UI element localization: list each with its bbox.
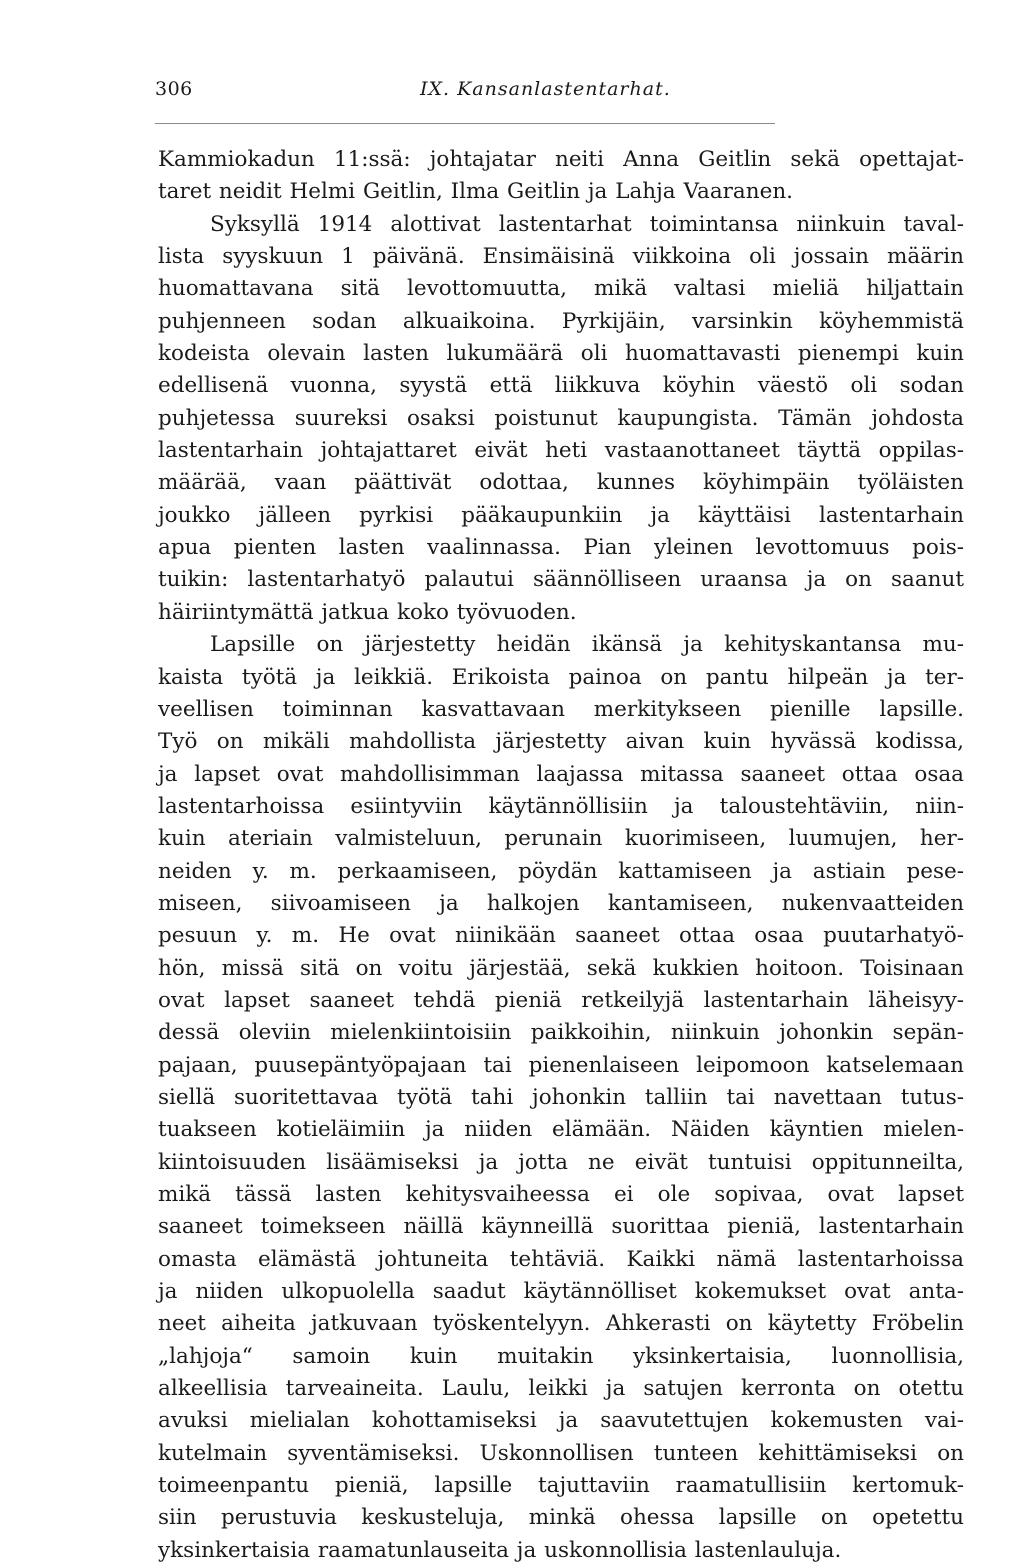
text-line: lastentarhain johtajattaret eivät heti vastaanottaneet täyttä oppilas- [158,438,964,464]
text-line: neiden y. m. perkaamiseen, pöydän kattamiseen ja astiain pese- [158,858,964,884]
text-line: ja niiden ulkopuolella saadut käytännölliset kokemukset ovat anta- [158,1279,964,1305]
text-line: edellisenä vuonna, syystä että liikkuva köyhin väestö oli sodan [158,373,964,399]
text-line: lista syyskuun 1 päivänä. Ensimäisinä viikkoina oli jossain määrin [158,244,964,270]
text-line: kiintoisuuden lisäämiseksi ja jotta ne eivät tuntuisi oppitunneilta, [158,1149,964,1175]
text-line: puhjetessa suureksi osaksi poistunut kaupungista. Tämän johdosta [158,405,964,431]
text-line: omasta elämästä johtuneita tehtäviä. Kaikki nämä lastentarhoissa [158,1246,964,1272]
text-line: häiriintymättä jatkua koko työvuoden. [158,599,577,625]
text-line: siin perustuvia keskusteluja, minkä ohessa lapsille on opetettu [158,1505,964,1531]
text-line: ovat lapset saaneet tehdä pieniä retkeilyjä lastentarhain läheisyy- [158,987,964,1013]
text-line: veellisen toiminnan kasvattavaan merkitykseen pienille lapsille. [158,696,964,722]
running-title: IX. Kansanlastentarhat. [420,78,671,100]
body-text [158,144,964,1567]
text-line: kaista työtä ja leikkiä. Erikoista painoa on pantu hilpeän ja ter- [158,664,964,690]
text-line: miseen, siivoamiseen ja halkojen kantamiseen, nukenvaatteiden [158,890,964,916]
text-line: yksinkertaisia raamatunlauseita ja uskonnollisia lastenlauluja. [158,1537,842,1563]
text-line: pesuun y. m. He ovat niinikään saaneet ottaa osaa puutarhatyö- [158,923,964,949]
text-line: apua pienten lasten vaalinnassa. Pian yleinen levottomuus pois- [158,535,964,561]
text-line: puhjenneen sodan alkuaikoina. Pyrkijäin, varsinkin köyhemmistä [158,308,964,334]
text-line: kuin ateriain valmisteluun, perunain kuorimiseen, luumujen, her- [158,826,964,852]
text-line: saaneet toimekseen näillä käynneillä suorittaa pieniä, lastentarhain [158,1214,964,1240]
text-line: määrää, vaan päättivät odottaa, kunnes köyhimpäin työläisten [158,470,964,496]
text-line: avuksi mielialan kohottamiseksi ja saavutettujen kokemusten vai- [158,1408,964,1434]
text-line: toimeenpantu pieniä, lapsille tajuttaviin raamatullisiin kertomuk- [158,1473,964,1499]
text-line: kodeista olevain lasten lukumäärä oli huomattavasti pienempi kuin [158,341,964,367]
text-line: siellä suoritettavaa työtä tahi johonkin talliin tai navettaan tutus- [158,1084,964,1110]
page-number: 306 [155,78,193,100]
text-line: „lahjoja“ samoin kuin muitakin yksinkertaisia, luonnollisia, [158,1343,964,1369]
text-line: Kammiokadun 11:ssä: johtajatar neiti Anna Geitlin sekä opettajat- [158,147,964,172]
text-line: pajaan, puusepäntyöpajaan tai pienenlaiseen leipomoon katselemaan [158,1052,964,1078]
text-line: mikä tässä lasten kehitysvaiheessa ei ole sopivaa, ovat lapset [158,1182,964,1207]
text-line: hön, missä sitä on voitu järjestää, sekä kukkien hoitoon. Toisinaan [158,955,964,981]
text-line: huomattavana sitä levottomuutta, mikä valtasi mieliä hiljattain [158,276,964,302]
header-rule [155,123,775,124]
text-line: Syksyllä 1914 alottivat lastentarhat toimintansa niinkuin taval- [210,211,964,237]
text-line: Työ on mikäli mahdollista järjestetty aivan kuin hyvässä kodissa, [158,729,964,755]
text-line: Lapsille on järjestetty heidän ikänsä ja kehityskantansa mu- [210,632,964,658]
text-line: kutelmain syventämiseksi. Uskonnollisen tunteen kehittämiseksi on [158,1440,964,1466]
text-line: dessä oleviin mielenkiintoisiin paikkoihin, niinkuin johonkin sepän- [158,1020,964,1046]
text-line: tuakseen kotieläimiin ja niiden elämään. Näiden käyntien mielen- [158,1117,964,1143]
text-line: alkeellisia tarveaineita. Laulu, leikki ja satujen kerronta on otettu [158,1376,964,1402]
text-line: taret neidit Helmi Geitlin, Ilma Geitlin ja Lahja Vaaranen. [158,179,793,205]
text-line: ja lapset ovat mahdollisimman laajassa mitassa saaneet ottaa osaa [158,761,964,787]
running-head [155,78,965,114]
text-line: lastentarhoissa esiintyviin käytännöllisiin ja taloustehtäviin, niin- [158,793,964,819]
text-line: joukko jälleen pyrkisi pääkaupunkiin ja käyttäisi lastentarhain [158,502,964,528]
text-line: tuikin: lastentarhatyö palautui säännölliseen uraansa ja on saanut [158,567,964,593]
text-line: neet aiheita jatkuvaan työskentelyyn. Ahkerasti on käytetty Fröbelin [158,1311,964,1337]
